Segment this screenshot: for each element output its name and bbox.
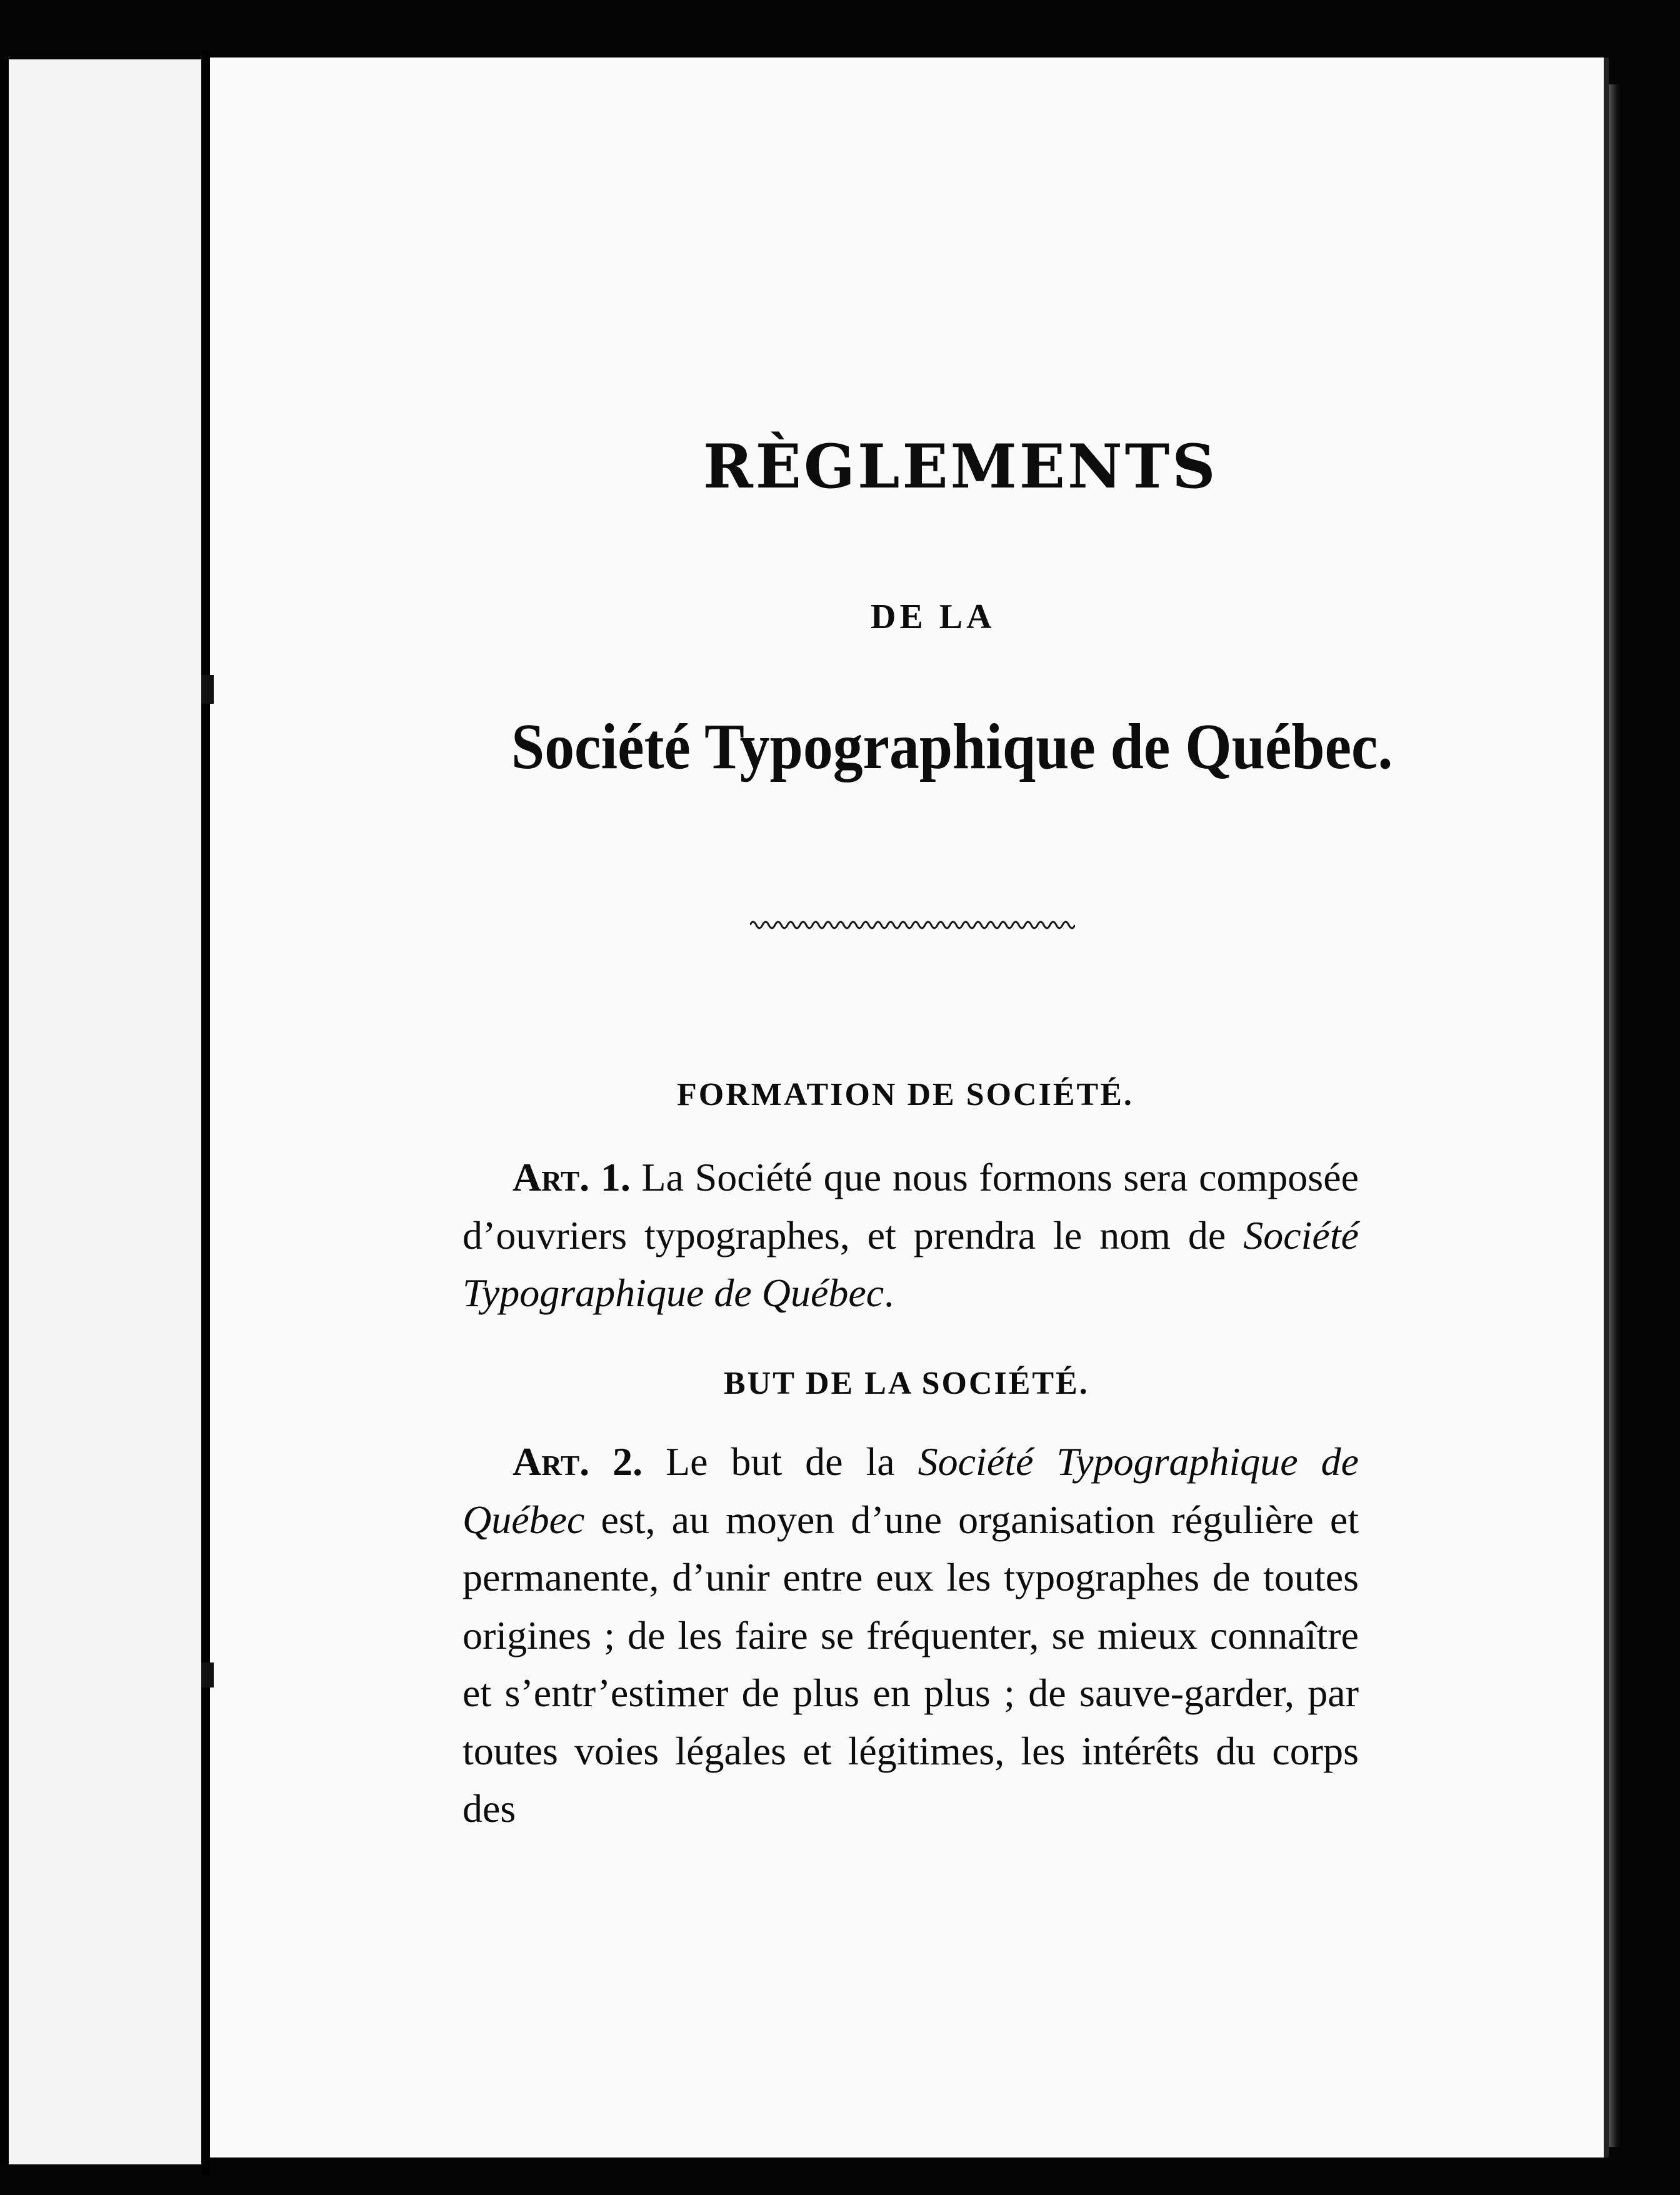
section-heading-but: BUT DE LA SOCIÉTÉ. bbox=[724, 1366, 1089, 1401]
left-page-edge bbox=[0, 59, 9, 2164]
article-2-text-a: Le but de la bbox=[666, 1439, 918, 1484]
article-1 bbox=[462, 1149, 1359, 1322]
article-1-label: Art. 1. bbox=[512, 1155, 631, 1199]
right-page-edge bbox=[1609, 84, 1622, 2147]
article-2-text-b: est, au moyen d’une organisation régulière et permanente, d’unir entre eux les typographes de toutes origines ; de les faire se fréquenter, se mieux connaître et s’entr’estimer de plus en plus ; de sauve-garder, par toutes voies légales et légitimes, les intérêts du corps des bbox=[462, 1497, 1359, 1831]
article-1-text-a: La Société que nous formons sera composée d’ouvriers typographes, et prendra le nom de bbox=[462, 1155, 1359, 1258]
article-1-text-italic: Société Typographique de Québec bbox=[462, 1212, 1359, 1315]
article-1-text-b: . bbox=[884, 1271, 894, 1315]
binding-mark bbox=[201, 1662, 214, 1688]
article-2 bbox=[462, 1433, 1359, 1838]
left-page bbox=[0, 59, 201, 2164]
page-title: RÈGLEMENTS bbox=[703, 431, 1218, 502]
section-heading-formation: FORMATION DE SOCIÉTÉ. bbox=[677, 1077, 1134, 1112]
society-name: Société Typographique de Québec. bbox=[511, 711, 1393, 782]
article-2-label: Art. 2. bbox=[512, 1439, 643, 1484]
article-2-text-italic: Société Typographique de Québec bbox=[462, 1439, 1359, 1542]
binding-mark bbox=[201, 675, 214, 704]
book-gutter bbox=[201, 50, 210, 2175]
ornamental-rule bbox=[750, 916, 1075, 934]
page-subtitle: DE LA bbox=[871, 598, 996, 636]
